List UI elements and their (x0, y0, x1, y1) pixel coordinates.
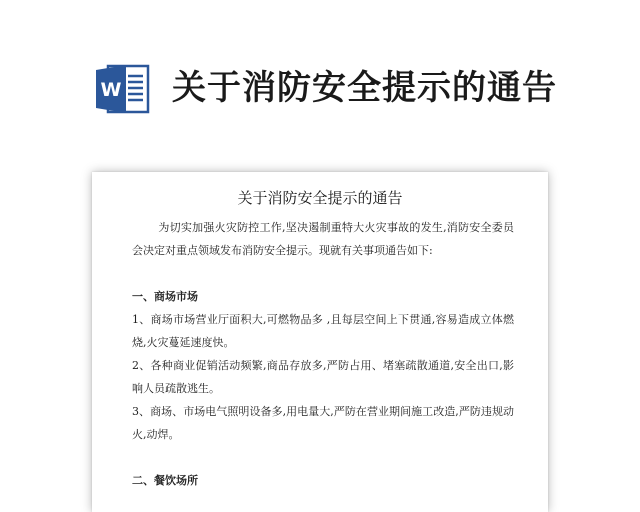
word-document-icon (94, 63, 150, 115)
section-heading: 二、餐饮场所 (132, 474, 198, 487)
svg-text:W: W (100, 79, 122, 101)
document-title: 关于消防安全提示的通告 (237, 189, 403, 207)
intro-paragraph: 为切实加强火灾防控工作,坚决遏制重特大火灾事故的发生,消防安全委员会决定对重点领域发布消防安全提示。现就有关事项通告如下: (132, 221, 514, 257)
list-item: 3、商场、市场电气照明设备多,用电量大,严防在营业期间施工改造,严防违规动火,动焊。 (132, 405, 514, 441)
list-item: 1、商场市场营业厅面积大,可燃物品多 ,且每层空间上下贯通,容易造成立体燃烧,火灾蔓延速度快。 (132, 313, 514, 349)
section-heading: 一、商场市场 (132, 290, 198, 303)
paragraph-spacer (132, 446, 514, 469)
document-body (132, 216, 514, 492)
document-page (92, 172, 548, 512)
page-title: 关于消防安全提示的通告 (172, 68, 557, 108)
header-banner (0, 0, 640, 150)
paragraph-spacer (132, 262, 514, 285)
list-item: 2、各种商业促销活动频繁,商品存放多,严防占用、堵塞疏散通道,安全出口,影响人员疏散逃生。 (132, 359, 514, 395)
